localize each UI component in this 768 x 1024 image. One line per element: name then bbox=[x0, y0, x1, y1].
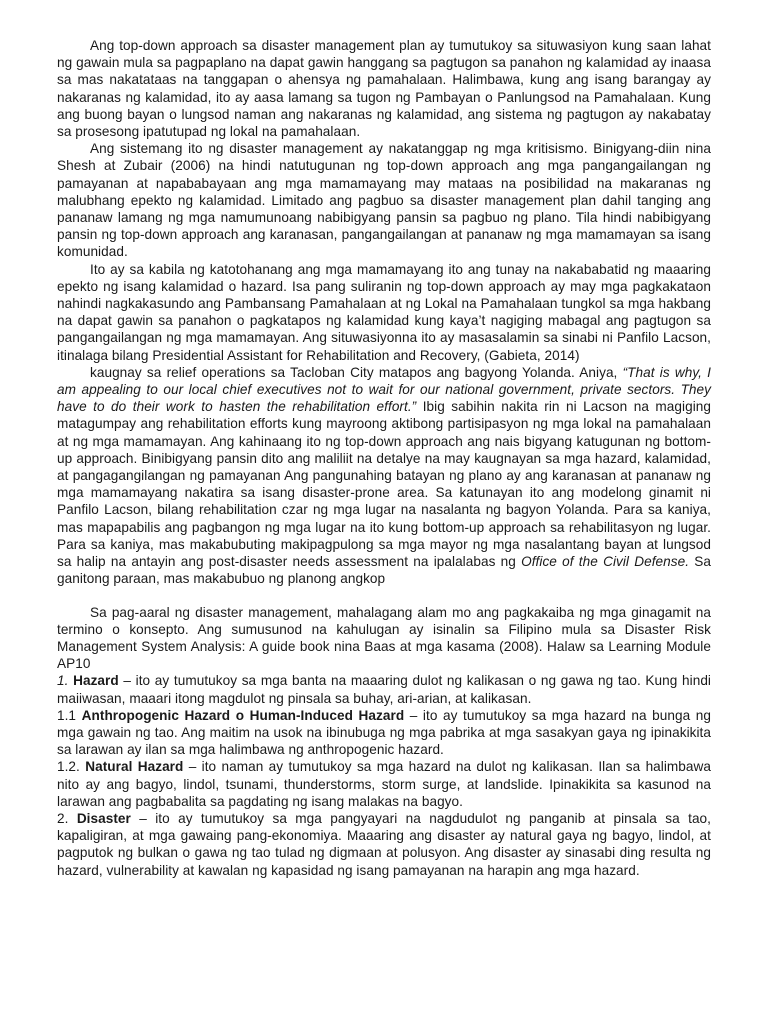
definition-term: Hazard bbox=[73, 673, 119, 689]
definition-number: 1.1 bbox=[57, 707, 77, 723]
definition-term: Disaster bbox=[76, 810, 131, 826]
definition-number: 1. bbox=[57, 673, 69, 689]
definition-term: Anthropogenic Hazard o Human-Induced Hazard bbox=[81, 707, 405, 723]
definition-number: 1.2. bbox=[57, 759, 80, 775]
lacson-quote: “That is why, I am appealing to our local chief executives not to wait for our national government, private sectors. They have to do their work to hasten the rehabilitation effort.” bbox=[57, 364, 712, 415]
paragraph-lacson-context: Ito ay sa kabila ng katotohanang ang mga mamamayang ito ang tunay na nakababatid ng maaaring epekto ng isang kalamidad o hazard. Isa pang suliranin ng top-down approach ay may mga pagkakataon nahindi nagkakasundo ang Pambansang Pamahalaan at ng Lokal na Pamahalaan tungkol sa mga hakbang na dapat gawin sa panahon o pagkatapos ng kalamidad kung kaya’t nagiging mabagal ang pagtugon sa pangangailangan ng mga mamamayan. Ang situwasiyonna ito ay masasalamin sa sinabi ni Panfilo Lacson, itinalaga bilang Presidential Assistant for Rehabilitation and Recovery, (Gabieta, 2014) bbox=[57, 261, 711, 363]
definition-term: Natural Hazard bbox=[85, 759, 184, 775]
definition-anthropogenic-hazard bbox=[57, 707, 711, 759]
definition-text: – ito ay tumutukoy sa mga pangyayari na nagdudulot ng panganib at pinsala sa tao, kapaligiran, at mga gawaing pang-ekonomiya. Maaaring ang disaster ay natural gaya ng bagyo, lindol, at pagputok ng bulkan o gawa ng tao tulad ng digmaan at polusyon. Ang disaster ay sinasabi ding resulta ng hazard, vulnerability at kawalan ng kapasidad ng isang pamayanan na harapin ang mga hazard. bbox=[57, 810, 711, 878]
definition-text: – ito ay tumutukoy sa mga hazard na bunga ng mga gawain ng tao. Ang maitim na usok na ibinubuga ng mga pabrika at mga sasakyan gaya ng ipinakikita sa larawan ay ilan sa mga halimbawa ng anthropogenic hazard. bbox=[57, 707, 711, 758]
definition-disaster bbox=[57, 810, 711, 879]
paragraph-top-down-definition: Ang top-down approach sa disaster management plan ay tumutukoy sa situwasiyon kung saan lahat ng gawain mula sa pagpaplano na dapat gawin hanggang sa pagtugon sa panahon ng kalamidad ay inaasa sa mas nakatataas na tanggapan o ahensya ng pamahalaan. Halimbawa, kung ang isang barangay ay nakaranas ng kalamidad, ito ay aasa lamang sa tugon ng Pambayan o Panlungsod na Pamahalaan. Kung ang buong bayan o lungsod naman ang nakaranas ng kalamidad, ang sistema ng pagtugon ay nakabatay sa prosesong ipatutupad ng lokal na pamahalaan. bbox=[57, 38, 711, 140]
paragraph-terminology-intro: Sa pag-aaral ng disaster management, mahalagang alam mo ang pagkakaiba ng mga ginagamit na termino o konsepto. Ang sumusunod na kahulugan ay isinalin sa Filipino mula sa Disaster Risk Management System Analysis: A guide book nina Baas at mga kasama (2008). Halaw sa Learning Module AP10 bbox=[57, 604, 711, 672]
paragraph-lacson-quote-end: Sa ganitong paraan, mas makabubuo ng planong angkop bbox=[57, 554, 712, 587]
definition-number: 2. bbox=[57, 810, 69, 826]
paragraph-lacson-quote-body: Ibig sabihin nakita rin ni Lacson na magiging matagumpay ang rehabilitation efforts kung mayroong aktibong partisipasyon ng mga lokal na pamahalaan at ng mga mamamayan. Ang kahinaang ito ng top-down approach ang nais bigyang katugunan ng bottom-up approach. Binibigyang pansin dito ang maliliit na detalye na may kaugnayan sa mga hazard, kalamidad, at pangagangilangan ng pamayanan Ang pangunahing batayan ng plano ay ang karanasan at pananaw ng mga mamamayang nakatira sa isang disaster-prone area. Sa katunayan ito ang modelong ginamit ni Panfilo Lacson, bilang rehabilitation czar ng mga lugar na nasalanta ng bagyon Yolanda. Para sa kaniya, mas mapapabilis ang pagbangon ng mga lugar na ito kung bottom-up approach sa rehabilitasyon ng lugar. Para sa kaniya, mas makabubuting makipagpulong sa mga mayor ng mga nasalantang bayan at lungsod sa halip na antayin ang post-disaster needs assessment na ipalalabas ng bbox=[57, 399, 712, 570]
document-page bbox=[57, 37, 711, 879]
paragraph-lacson-quote-start: kaugnay sa relief operations sa Tacloban City matapos ang bagyong Yolanda. Aniya, bbox=[90, 364, 623, 380]
paragraph-criticism: Ang sistemang ito ng disaster management ay nakatanggap ng mga kritisismo. Binigyang-diin nina Shesh at Zubair (2006) na hindi natutugunan ng top-down approach ang mga pangangailangan ng pamayanan at napababayaan ang mga mamamayang may mataas na posibilidad na makaranas ng malubhang epekto ng kalamidad. Limitado ang pagbuo sa disaster management plan dahil tanging ang pananaw lamang ng mga namumunoang nabibigyang pansin sa pagbuo ng plano. Tila hindi nabibigyang pansin ng top-down approach ang karanasan, pangangailangan at pananaw ng mga mamamayan sa isang komunidad. bbox=[57, 141, 711, 260]
section-gap bbox=[57, 588, 711, 604]
paragraph-lacson-quote bbox=[57, 364, 711, 588]
office-civil-defense: Office of the Civil Defense. bbox=[521, 554, 690, 570]
definition-text: – ito ay tumutukoy sa mga banta na maaaring dulot ng kalikasan o ng gawa ng tao. Kung hindi maiiwasan, maaari itong magdulot ng pinsala sa buhay, ari-arian, at kalikasan. bbox=[57, 673, 711, 706]
definition-natural-hazard bbox=[57, 758, 711, 810]
definition-hazard bbox=[57, 672, 711, 706]
definition-text: – ito naman ay tumutukoy sa mga hazard na dulot ng kalikasan. Ilan sa halimbawa nito ay ang bagyo, lindol, tsunami, thunderstorms, storm surge, at landslide. Ipinakikita sa kasunod na larawan ang pagbabalita sa pagdating ng isang malakas na bagyo. bbox=[57, 759, 712, 809]
